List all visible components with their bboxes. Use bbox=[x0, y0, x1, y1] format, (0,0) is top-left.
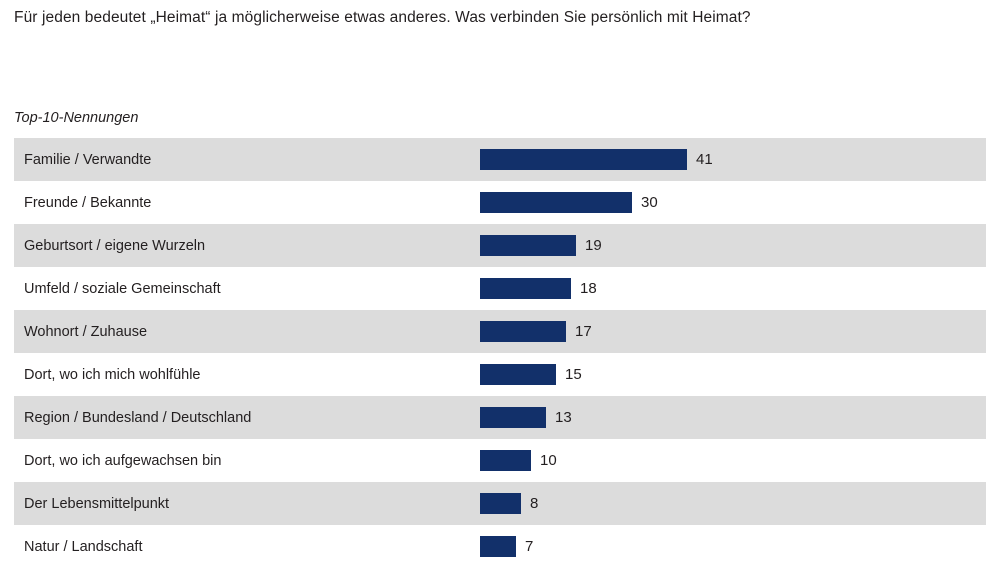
bar-value-label: 7 bbox=[525, 538, 534, 555]
bar bbox=[480, 321, 566, 342]
bar bbox=[480, 407, 546, 428]
bar-value-label: 18 bbox=[580, 280, 597, 297]
bar bbox=[480, 493, 521, 514]
bar bbox=[480, 192, 632, 213]
chart-row bbox=[14, 439, 986, 482]
bar-value-label: 41 bbox=[696, 151, 713, 168]
bar-value-label: 10 bbox=[540, 452, 557, 469]
bar-track bbox=[480, 138, 986, 181]
question-title: Für jeden bedeutet „Heimat“ ja möglicherweise etwas anderes. Was verbinden Sie persönlich mit Heimat? bbox=[14, 9, 751, 26]
bar-track bbox=[480, 267, 986, 310]
chart-row bbox=[14, 482, 986, 525]
bar bbox=[480, 235, 576, 256]
category-label: Wohnort / Zuhause bbox=[24, 323, 148, 340]
chart-subtitle: Top-10-Nennungen bbox=[14, 110, 139, 126]
category-label: Dort, wo ich aufgewachsen bin bbox=[24, 452, 222, 469]
chart-row bbox=[14, 224, 986, 267]
category-label: Region / Bundesland / Deutschland bbox=[24, 409, 252, 426]
chart-row bbox=[14, 181, 986, 224]
chart-row bbox=[14, 353, 986, 396]
bar bbox=[480, 149, 687, 170]
bar-value-label: 13 bbox=[555, 409, 572, 426]
bar-track bbox=[480, 181, 986, 224]
bar bbox=[480, 364, 556, 385]
category-label: Dort, wo ich mich wohlfühle bbox=[24, 366, 201, 383]
bar-value-label: 30 bbox=[641, 194, 658, 211]
bar-track bbox=[480, 439, 986, 482]
chart-row bbox=[14, 525, 986, 568]
bar-chart bbox=[14, 138, 986, 568]
bar-value-label: 8 bbox=[530, 495, 539, 512]
bar bbox=[480, 450, 531, 471]
chart-row bbox=[14, 310, 986, 353]
category-label: Freunde / Bekannte bbox=[24, 194, 152, 211]
category-label: Geburtsort / eigene Wurzeln bbox=[24, 237, 206, 254]
category-label: Familie / Verwandte bbox=[24, 151, 152, 168]
bar-value-label: 17 bbox=[575, 323, 592, 340]
chart-row bbox=[14, 267, 986, 310]
bar bbox=[480, 536, 516, 557]
bar-track bbox=[480, 396, 986, 439]
category-label: Natur / Landschaft bbox=[24, 538, 143, 555]
bar-value-label: 19 bbox=[585, 237, 602, 254]
bar bbox=[480, 278, 571, 299]
bar-value-label: 15 bbox=[565, 366, 582, 383]
bar-track bbox=[480, 224, 986, 267]
bar-track bbox=[480, 525, 986, 568]
bar-track bbox=[480, 353, 986, 396]
chart-row bbox=[14, 396, 986, 439]
category-label: Der Lebensmittelpunkt bbox=[24, 495, 170, 512]
bar-track bbox=[480, 482, 986, 525]
bar-track bbox=[480, 310, 986, 353]
category-label: Umfeld / soziale Gemeinschaft bbox=[24, 280, 221, 297]
chart-row bbox=[14, 138, 986, 181]
